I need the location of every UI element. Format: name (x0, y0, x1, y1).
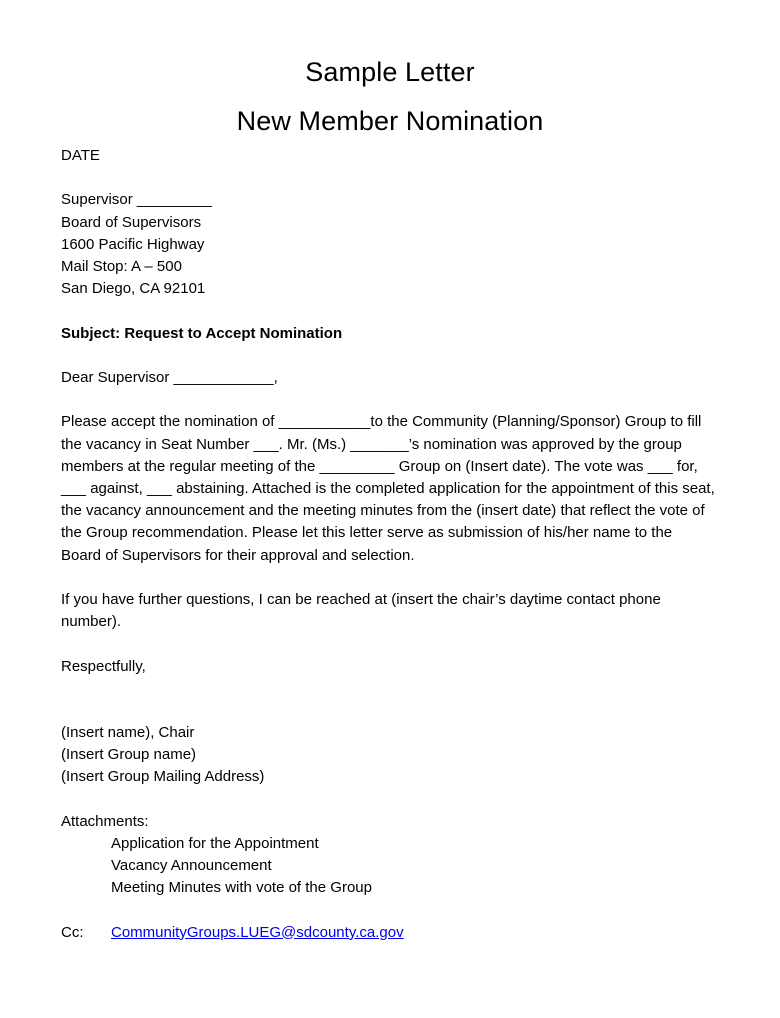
closing-line: Respectfully, (61, 657, 146, 675)
body-paragraph-nomination: Please accept the nomination of ___________to the Community (Planning/Sponsor) Group to fill the vacancy in Seat Number ___. Mr. (Ms.) _______’s nomination was approved by the group members at the regular meeting of the _________ Group on (Insert date). The vote was ___ for, ___ against, ___ abstaining. Attached is the completed application for the appointment of this seat, the vacancy announcement and the meeting minutes from the (insert date) that reflect the vote of the Group recommendation. Please let this letter serve as submission of his/her name to the Board of Supervisors for their approval and selection. (61, 413, 715, 564)
attachments-label: Attachments: (61, 812, 149, 830)
attachment-item-vacancy: Vacancy Announcement (111, 856, 272, 874)
recipient-line-street: 1600 Pacific Highway (61, 235, 205, 253)
title-line-primary: Sample Letter (305, 57, 475, 87)
recipient-line-board: Board of Supervisors (61, 213, 202, 231)
date-placeholder: DATE (61, 147, 100, 164)
document-title (0, 48, 780, 146)
spacer-after-subject (61, 345, 716, 367)
spacer-after-salutation (61, 389, 716, 411)
signature-name-title: (Insert name), Chair (61, 723, 195, 741)
salutation-line: Dear Supervisor ____________, (61, 368, 278, 386)
cc-label: Cc: (61, 923, 84, 941)
recipient-line-supervisor: Supervisor _________ (61, 191, 212, 209)
cc-email-link[interactable]: CommunityGroups.LUEG@sdcounty.ca.gov (111, 923, 404, 941)
recipient-line-mailstop: Mail Stop: A – 500 (61, 258, 182, 275)
attachment-item-minutes: Meeting Minutes with vote of the Group (111, 879, 372, 897)
recipient-line-citystatezip: San Diego, CA 92101 (61, 280, 206, 298)
cc-row (61, 922, 716, 944)
body-paragraph-contact: If you have further questions, I can be reached at (insert the chair’s daytime contact phone number). (61, 590, 661, 631)
spacer-after-date (61, 167, 716, 189)
spacer-after-recipient (61, 300, 716, 322)
title-line-secondary: New Member Nomination (236, 106, 544, 136)
letter-body (61, 145, 716, 944)
spacer-before-closing (61, 633, 716, 655)
signature-group-address: (Insert Group Mailing Address) (61, 768, 265, 786)
subject-line: Subject: Request to Accept Nomination (61, 324, 343, 342)
spacer-between-paragraphs (61, 567, 716, 589)
spacer-before-cc (61, 899, 716, 921)
signature-group-name: (Insert Group name) (61, 745, 197, 763)
signature-space (61, 678, 716, 722)
attachment-item-application: Application for the Appointment (111, 834, 319, 852)
spacer-before-attachments (61, 788, 716, 810)
